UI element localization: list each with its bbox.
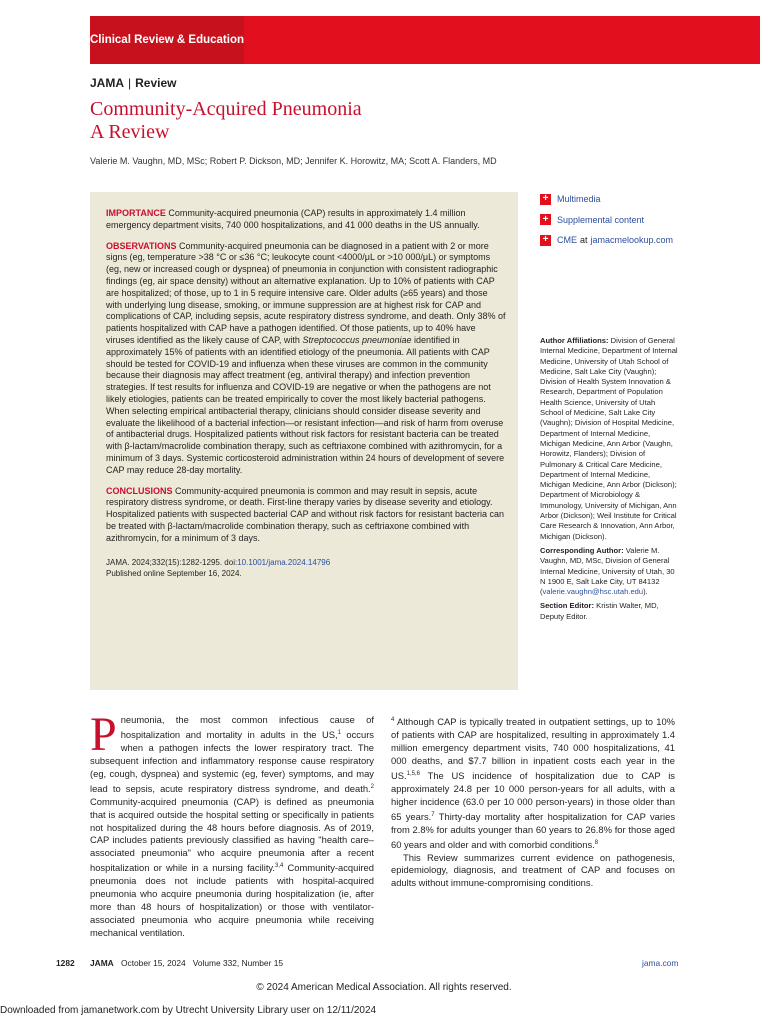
footer-site-link[interactable]: jama.com [642, 958, 679, 968]
copyright: © 2024 American Medical Association. All rights reserved. [256, 982, 512, 993]
footer-issue: October 15, 2024 Volume 332, Number 15 [121, 958, 284, 968]
multimedia-link[interactable]: + Multimedia [540, 192, 673, 206]
abstract-text [106, 208, 506, 579]
body-paragraph: $^4$ Although CAP is typically treated in outpatient settings, up to 10% of patients with CAP are hospitalized, resulting in approximately 1.4 million emergency department visits, 740 000 hospitalizations, 41 000 deaths, and $7.7 billion in inpatient costs each year in the US.$^{1,5,6}$ The US incidence of hospitalization due to CAP is approximately 24.8 per 10 000 person-years for all adults, with a higher incidence (63.0 per 10 000 person-years) in those older than 65 years.$^7$ Thirty-day mortality after hospitalization for CAP varies from 2.8% for adults younger than 60 years to 26.8% for those aged 60 years and older and with comorbid conditions.$^8$ [391, 716, 676, 850]
plus-icon: + [540, 194, 551, 205]
supplement-links [540, 192, 673, 254]
abstract-observations: OBSERVATIONS Community-acquired pneumonia can be diagnosed in a patient with 2 or more signs (eg, temperature >38 °C or ≤36 °C; leukocyte count <4000/μL or >10 000/μL) or symptoms (eg, new or increased cough or dyspnea) of pneumonia in conjunction with consistent radiographic findings (eg, air space density) without an alternative explanation. Up to 10% of patients with CAP are hospitalized; of those, up to 1 in 5 require intensive care. Older adults (≥65 years) and those with underlying lung disease, smoking, or immune suppression are at highest risk for CAP and complications of CAP, including sepsis, acute respiratory distress syndrome, and death. Only 38% of patients hospitalized with CAP have a pathogen identified. Of those patients, up to 40% have viruses identified as the likely cause of CAP, with Streptococcus pneumoniae identified in approximately 15% of patients with an identified etiology of the pneumonia. All patients with CAP should be tested for COVID-19 and influenza when these viruses are common in the community because their diagnosis may affect treatment (eg, antiviral therapy) and infection prevention strategies. If test results for influenza and COVID-19 are negative or when the pathogens are not likely etiologies, patients can be treated empirically to cover the most likely bacterial pathogens. When selecting empirical antibacterial therapy, clinicians should consider disease severity and evaluate the likelihood of a bacterial infection—or resistant infection—and risk of harm from overuse of antibacterial drugs. Hospitalized patients without risk factors for resistant bacteria can be treated with β-lactam/macrolide combination therapy, such as ceftriaxone combined with azithromycin, for a minimum of 3 days. Systemic corticosteroid administration within 24 hours of development of severe CAP may reduce 28-day mortality. [106, 240, 506, 475]
footer-journal: JAMA [90, 958, 114, 968]
supplemental-content-link[interactable]: + Supplemental content [540, 213, 673, 227]
article-title: Community-Acquired Pneumonia [90, 98, 362, 120]
email-link[interactable]: valerie.vaughn@hsc.utah.edu [542, 587, 644, 597]
body-column-2 [391, 714, 675, 890]
citation: JAMA. 2024;332(15):1282-1295. doi:10.1001/jama.2024.14796 Published online September 16, 2024. [106, 557, 331, 578]
affiliations: Author Affiliations: Division of General Internal Medicine, Department of Internal Medicine, University of Utah School of Medicine, Salt Lake City (Vaughn); Division of Health System Innovation & Research, Department of Population Health Science, University of Utah School of Medicine, Salt Lake City (Vaughn); Division of Hospital Medicine, Department of Internal Medicine, Michigan Medicine, Ann Arbor (Vaughn, Horowitz, Flanders); Division of Pulmonary & Critical Care Medicine, Department of Internal Medicine, Michigan Medicine, Ann Arbor (Dickson); Department of Microbiology & Immunology, University of Michigan, Ann Arbor (Dickson); Weil Institute for Critical Care Research & Innovation, Ann Arbor, Michigan (Dickson). [540, 336, 678, 541]
cme-link[interactable]: + CME at jamacmelookup.com [540, 233, 673, 247]
body-column-1 [90, 708, 374, 940]
article-type: Review [135, 76, 177, 90]
plus-icon: + [540, 235, 551, 246]
download-notice: Downloaded from jamanetwork.com by Utrecht University Library user on 12/11/2024 [0, 1005, 377, 1016]
abstract-conclusions: CONCLUSIONS Community-acquired pneumonia is common and may result in sepsis, acute respiratory distress syndrome, or death. First-line therapy varies by disease severity and etiology. Hospitalized patients with suspected bacterial CAP and without risk factors for resistant bacteria can be treated with β-lactam/macrolide combination therapy, such as ceftriaxone combined with azithromycin, for a minimum of 3 days. [106, 485, 505, 543]
journal-kicker: JAMA | Review [90, 76, 177, 90]
body-paragraph: Pneumonia, the most common infectious cause of hospitalization and mortality in adults in the US,$^1$ occurs when a pathogen infects the lower respiratory tract. The subsequent infection and inflammatory response cause respiratory (eg, cough, dyspnea) and systemic (eg, fever) symptoms, and may lead to sepsis, acute respiratory distress syndrome, and death.$^2$ Community-acquired pneumonia (CAP) is defined as pneumonia that is acquired outside the hospital setting or specifically in patients not hospitalized during the 48 hours before diagnosis. As of 2019, CAP includes patients previously classified as having "health care–associated pneumonia" who acquire pneumonia after a recent hospitalization or while in a nursing facility.$^{3,4}$ Community-acquired pneumonia does not include patients with hospital-acquired pneumonia who acquire pneumonia during hospitalization (ie, after more than 48 hours of hospitalization) or those with ventilator-associated pneumonia who acquire pneumonia while receiving mechanical ventilation. [90, 708, 374, 938]
author-affiliations [540, 336, 678, 626]
page-number: 1282 [56, 958, 75, 968]
corresponding-author: Corresponding Author: Valerie M. Vaughn, MD, MSc, Division of General Internal Medicine, University of Utah, 30 N 1900 E, Salt Lake City, UT 84132 (valerie.vaughn@hsc.utah.edu). [540, 545, 675, 597]
journal-name: JAMA [90, 76, 125, 90]
section-label: Clinical Review & Education [90, 16, 244, 64]
plus-icon: + [540, 214, 551, 225]
drop-cap: P [90, 708, 117, 761]
doi-link[interactable]: 10.1001/jama.2024.14796 [237, 557, 331, 567]
abstract-importance: IMPORTANCE Community-acquired pneumonia (CAP) results in approximately 1.4 million emergency department visits, 740 000 hospitalizations, and 41 000 deaths in the US annually. [106, 208, 480, 230]
cme-site-link[interactable]: jamacmelookup.com [590, 235, 674, 245]
body-paragraph: This Review summarizes current evidence on pathogenesis, epidemiology, diagnosis, and treatment of CAP and focuses on adults without immune-compromising conditions. [391, 851, 675, 889]
section-editor: Section Editor: Kristin Walter, MD, Deputy Editor. [540, 601, 659, 621]
article-subtitle: A Review [90, 121, 170, 143]
author-list: Valerie M. Vaughn, MD, MSc; Robert P. Dickson, MD; Jennifer K. Horowitz, MA; Scott A. Flanders, MD [90, 156, 497, 166]
